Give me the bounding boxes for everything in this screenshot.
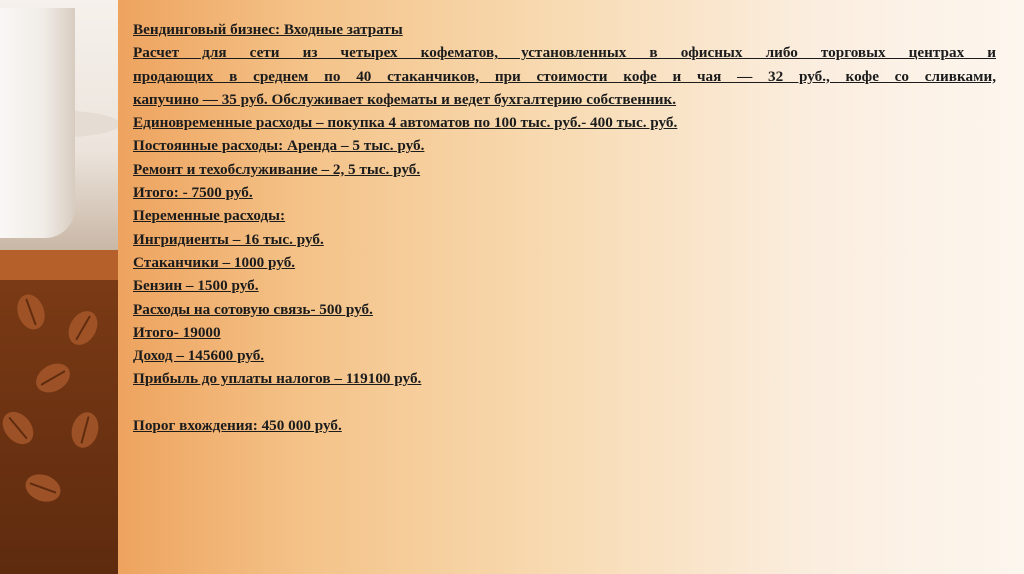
- mobile-cost: Расходы на сотовую связь- 500 руб.: [133, 300, 373, 318]
- cup-shape: [0, 8, 75, 238]
- repair-maintenance: Ремонт и техобслуживание – 2, 5 тыс. руб.: [133, 160, 421, 178]
- coffee-bean-icon: [68, 409, 102, 451]
- orange-band: [0, 250, 118, 280]
- slide-heading: Вендинговый бизнес: Входные затраты: [133, 21, 403, 38]
- intro-line-3: капучино — 35 руб. Обслуживает кофематы и ведет бухгалтерию собственник.: [133, 90, 677, 108]
- fixed-total: Итого: - 7500 руб.: [133, 184, 253, 202]
- intro-line-2: продающих в среднем по 40 стаканчиков, при стоимости кофе и чая — 32 руб., кофе со сливками,: [133, 67, 996, 85]
- coffee-bean-icon: [63, 306, 104, 350]
- spacer: [133, 391, 996, 414]
- coffee-bean-icon: [13, 291, 50, 334]
- decorative-coffee-photo: [0, 0, 118, 574]
- cups-cost: Стаканчики – 1000 руб.: [133, 253, 296, 271]
- variable-total: Итого- 19000: [133, 323, 221, 341]
- coffee-bean-icon: [22, 470, 65, 507]
- intro-line-1: Расчет для сети из четырех кофематов, установленных в офисных либо торговых центрах и: [133, 44, 996, 62]
- slide-content: [133, 18, 996, 437]
- ingredients-cost: Ингридиенты – 16 тыс. руб.: [133, 230, 324, 248]
- profit-before-tax: Прибыль до уплаты налогов – 119100 руб.: [133, 370, 422, 388]
- fixed-costs-rent: Постоянные расходы: Аренда – 5 тыс. руб.: [133, 137, 425, 155]
- variable-costs-heading: Переменные расходы:: [133, 207, 286, 225]
- fuel-cost: Бензин – 1500 руб.: [133, 277, 259, 295]
- entry-threshold: Порог вхождения: 450 000 руб.: [133, 416, 342, 434]
- coffee-bean-icon: [0, 406, 40, 450]
- brown-panel: [0, 280, 118, 574]
- one-time-costs: Единовременные расходы – покупка 4 автоматов по 100 тыс. руб.- 400 тыс. руб.: [133, 114, 678, 132]
- coffee-bean-icon: [31, 358, 75, 399]
- income: Доход – 145600 руб.: [133, 347, 265, 365]
